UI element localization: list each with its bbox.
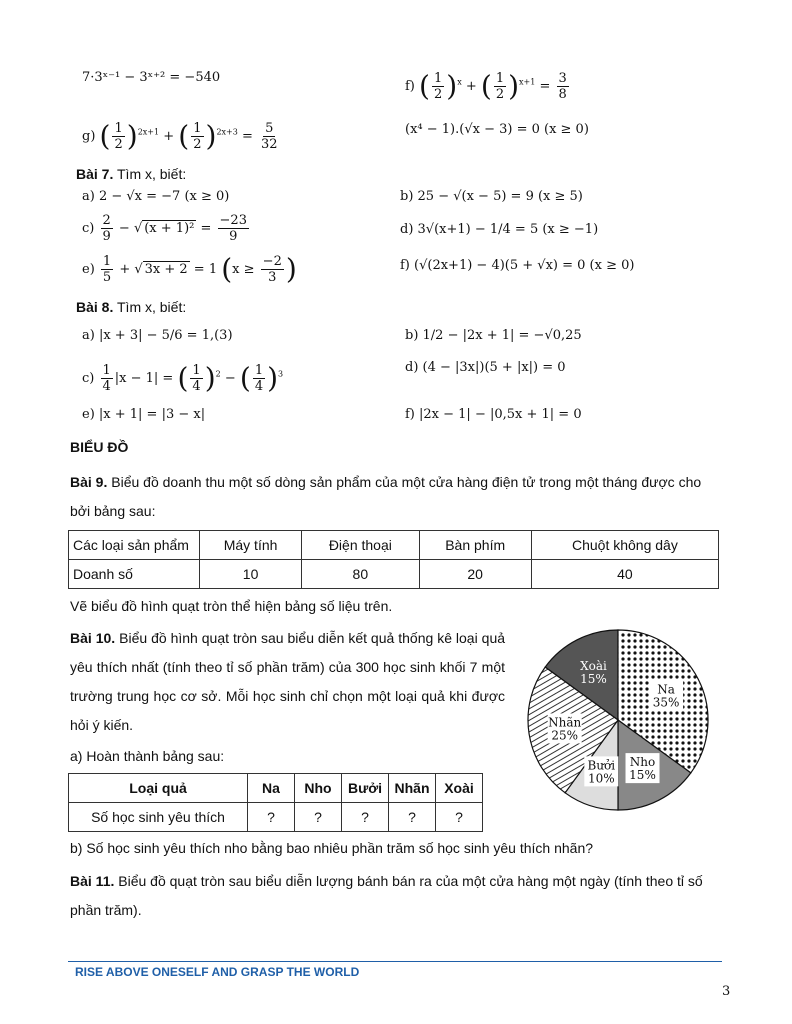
table-header-cell: Na [248,774,295,803]
pie-label-Na: Na 35% [652,682,680,710]
bai7-c: c) $\frac{2}{9}$ − √ (x + 1)² = $\frac{-23}{9}$ [82,213,247,244]
table-header-cell: Xoài [436,774,483,803]
table-cell: ? [248,803,295,832]
table-header-cell: Bưởi [342,774,389,803]
bai10-text: Bài 10. Biểu đồ hình quạt tròn sau biểu diễn kết quả thống kê loại quả yêu thích nhất (tính theo tỉ số phần trăm) của 300 học sinh khối 7 một trường trung học cơ sở. Mỗi học sinh chỉ chọn một loại quả khi được hỏi ý kiến. [70,630,506,733]
bai11-text: Bài 11. Biểu đồ quạt tròn sau biểu diễn lượng bánh bán ra của một cửa hàng một ngày (tính theo tỉ số phần trăm). [70,873,703,918]
table-header-cell: Chuột không dây [531,531,718,560]
table-header-cell: Bàn phím [419,531,531,560]
table-row [69,803,483,832]
table-row-label: Doanh số [69,560,200,589]
table-cell: ? [295,803,342,832]
table-cell: 20 [419,560,531,589]
bai8-e: e) |x + 1| = |3 − x| [82,407,206,422]
bai10-part-b: b) Số học sinh yêu thích nho bằng bao nhiêu phần trăm số học sinh yêu thích nhãn? [70,840,594,856]
bai10-table [68,773,483,832]
footer-slogan: RISE ABOVE ONESELF AND GRASP THE WORLD [75,965,360,979]
table-cell: ? [436,803,483,832]
ex6-e: 7·3ˣ⁻¹ − 3ˣ⁺² = −540 [82,70,221,85]
page-number: 3 [722,984,731,999]
table-cell: 40 [531,560,718,589]
bai7-e: e) $\frac{1}{5}$ + √ 3x + 2 = 1 (x ≥ $\frac{-2}{3}$ ) [82,252,297,286]
ex6-g: g) ( $\frac{1}{2}$ )$^{2x+1}$ + ( $\frac{1}{2}$ )$^{2x+3}$ = $\frac{5}{32}$ [82,119,278,153]
table-cell: ? [342,803,389,832]
pie-label-Bưởi: Bưởi 10% [587,758,616,786]
pie-label-Xoài: Xoài 15% [580,658,607,686]
bai9-table [68,530,719,589]
bai7-f: f) (√(2x+1) − 4)(5 + √x) = 0 (x ≥ 0) [400,258,635,273]
table-header-cell: Các loại sản phẩm [69,531,200,560]
table-row-label: Số học sinh yêu thích [69,803,248,832]
table-cell: ? [389,803,436,832]
table-cell: 80 [302,560,419,589]
section-title: BIỂU ĐỒ [70,439,129,455]
table-row [69,560,719,589]
footer-divider [68,961,722,962]
bai7-d: d) 3√(x+1) − 1/4 = 5 (x ≥ −1) [400,222,599,237]
table-header-cell: Loại quả [69,774,248,803]
ex6-f: f) ( $\frac{1}{2}$ )$^x$ + ( $\frac{1}{2}$ )$^{x+1}$ = $\frac{3}{8}$ [405,69,567,103]
bai8-f: f) |2x − 1| − |0,5x + 1| = 0 [405,407,582,422]
bai8-b: b) 1/2 − |2x + 1| = −√0,25 [405,328,582,343]
bai7-heading: Bài 7. Tìm x, biết: [76,166,187,182]
ex6-h: (x⁴ − 1).(√x − 3) = 0 (x ≥ 0) [405,122,589,137]
table-header-cell: Nhãn [389,774,436,803]
bai8-d: d) (4 − |3x|)(5 + |x|) = 0 [405,360,566,375]
table-header-cell: Điện thoại [302,531,419,560]
table-row [69,531,719,560]
bai10-part-a: a) Hoàn thành bảng sau: [70,748,225,764]
bai9-task: Vẽ biểu đồ hình quạt tròn thể hiện bảng số liệu trên. [70,598,393,614]
bai7-a: a) 2 − √x = −7 (x ≥ 0) [82,189,230,204]
table-cell: 10 [200,560,302,589]
pie-label-Nho: Nho 15% [629,755,656,783]
bai7-b: b) 25 − √(x − 5) = 9 (x ≥ 5) [400,189,583,204]
table-header-cell: Nho [295,774,342,803]
table-header-cell: Máy tính [200,531,302,560]
bai8-heading: Bài 8. Tìm x, biết: [76,299,187,315]
table-row [69,774,483,803]
bai9-text: Bài 9. Biểu đồ doanh thu một số dòng sản phẩm của một cửa hàng điện tử trong một tháng được cho bởi bảng sau: [70,474,702,519]
bai8-a: a) |x + 3| − 5/6 = 1,(3) [82,328,233,343]
fruit-pie-chart [518,620,718,820]
pie-label-Nhãn: Nhãn 25% [548,715,582,743]
bai8-c: c) $\frac{1}{4}$ |x − 1| = ( $\frac{1}{4}$ )$^2$ − ( $\frac{1}{4}$ )$^3$ [82,361,284,395]
